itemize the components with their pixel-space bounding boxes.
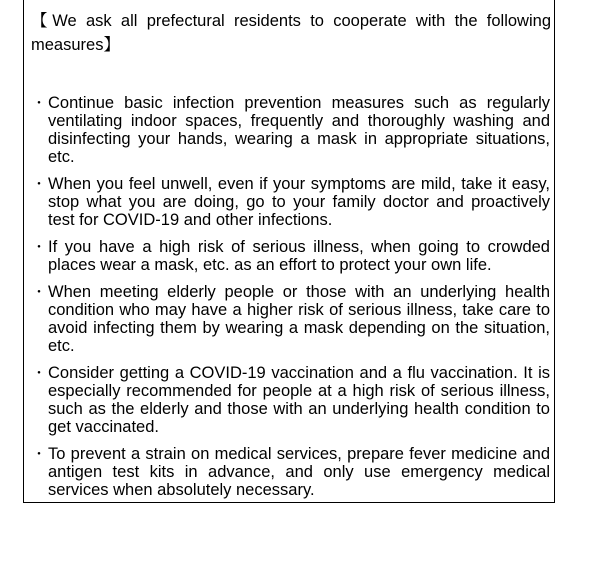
bullet-glyph: ・ (32, 365, 46, 381)
measure-text: Continue basic infection prevention measures such as regularly ventilating indoor spaces, frequently and thoroughly washing and disinfecting your hands, wearing a mask in appropriate situations, etc. (48, 94, 550, 166)
measure-item (30, 94, 550, 166)
measure-text: When you feel unwell, even if your symptoms are mild, take it easy, stop what you are doing, go to your family doctor and proactively test for COVID-19 and other infections. (48, 175, 550, 229)
measure-text: To prevent a strain on medical services, prepare fever medicine and antigen test kits in advance, and only use emergency medical services when absolutely necessary. (48, 445, 550, 499)
measure-list (30, 94, 550, 503)
measure-item (30, 283, 550, 355)
bullet-glyph: ・ (32, 95, 46, 111)
measure-item (30, 445, 550, 499)
measure-text: If you have a high risk of serious illness, when going to crowded places wear a mask, etc. as an effort to protect your own life. (48, 238, 550, 274)
measure-text: Consider getting a COVID-19 vaccination and a flu vaccination. It is especially recommended for people at a high risk of serious illness, such as the elderly and those with an underlying health condition to get vaccinated. (48, 364, 550, 436)
measure-item (30, 238, 550, 274)
notice-box (23, 0, 555, 503)
notice-heading: 【We ask all prefectural residents to cooperate with the following measures】 (31, 12, 551, 54)
measure-text: When meeting elderly people or those with an underlying health condition who may have a higher risk of serious illness, take care to avoid infecting them by wearing a mask depending on the situation, etc. (48, 283, 550, 355)
bullet-glyph: ・ (32, 446, 46, 462)
bullet-glyph: ・ (32, 284, 46, 300)
bullet-glyph: ・ (32, 176, 46, 192)
bullet-glyph: ・ (32, 239, 46, 255)
measure-item (30, 175, 550, 229)
measure-item (30, 364, 550, 436)
